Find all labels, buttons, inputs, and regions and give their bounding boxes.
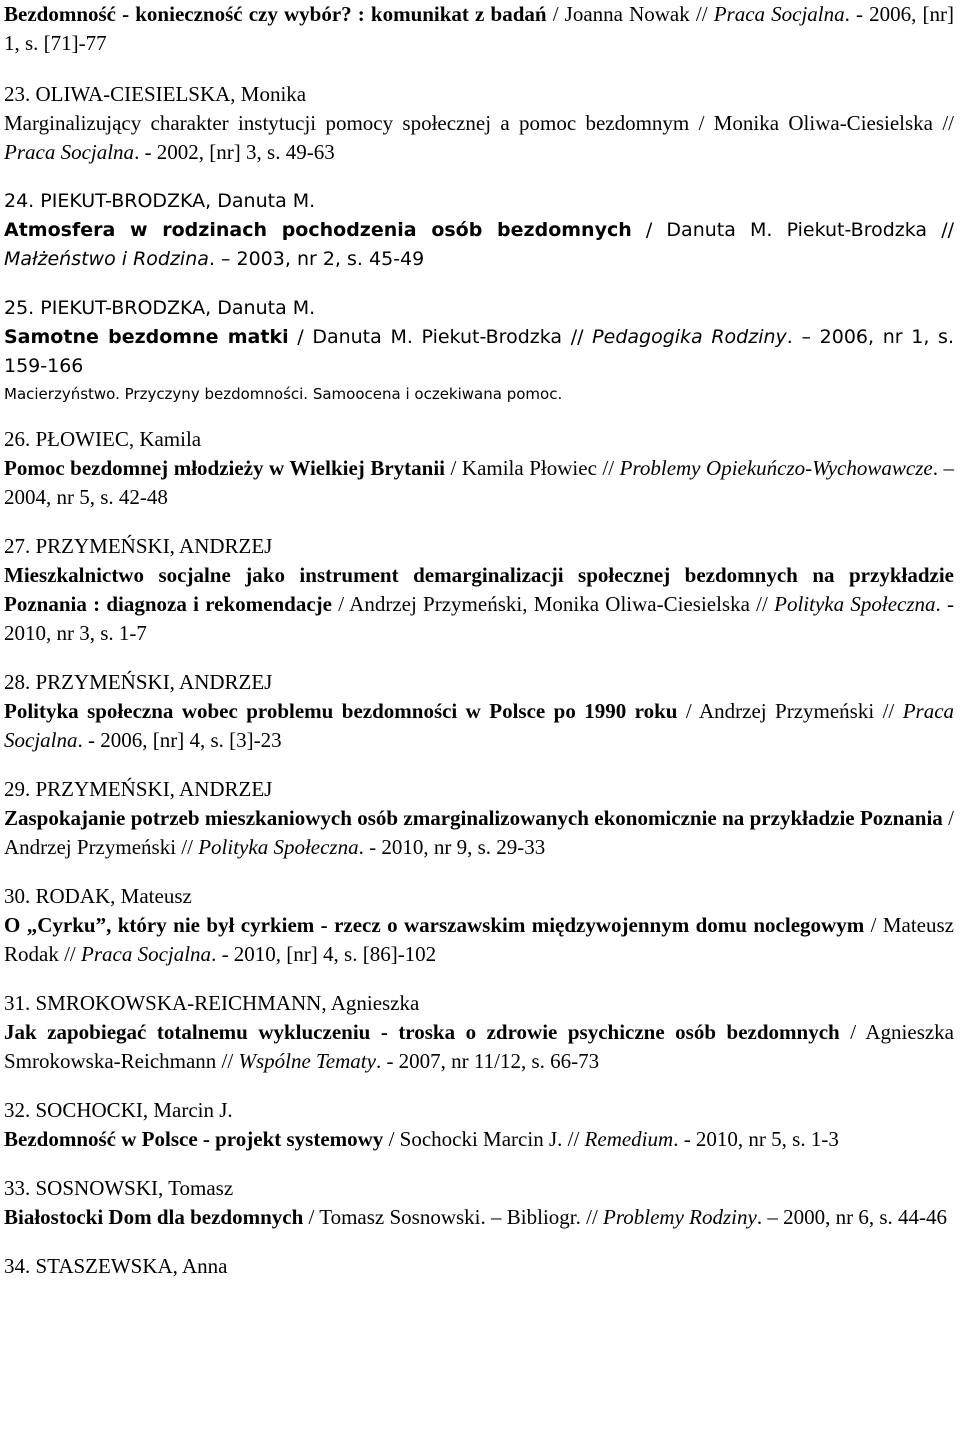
entry-publication-details: . – 2000, nr 6, s. 44-46: [756, 1205, 947, 1229]
bibliography-entry-25: [4, 294, 954, 405]
entry-publication-details: . - 2010, [nr] 4, s. [86]-102: [211, 942, 437, 966]
entry-heading: 23. OLIWA-CIESIELSKA, Monika: [4, 82, 307, 106]
entry-publication-details: . - 2010, nr 5, s. 1-3: [673, 1127, 839, 1151]
entry-title: Mieszkalnictwo socjalne jako instrument demarginalizacji społecznej bezdomnych na przykładzie Poznania : diagnoza i rekomendacje: [4, 563, 954, 616]
bibliography-entry-30: [4, 882, 954, 969]
entry-heading: 30. RODAK, Mateusz: [4, 884, 192, 908]
entry-heading: 28. PRZYMEŃSKI, ANDRZEJ: [4, 670, 273, 694]
entry-journal: Problemy Opiekuńczo-Wychowawcze: [619, 456, 933, 480]
bibliography-entry-27: [4, 532, 954, 648]
entry-heading: 33. SOSNOWSKI, Tomasz: [4, 1176, 234, 1200]
entry-title: Samotne bezdomne matki: [4, 326, 289, 348]
bibliography-entry-33: [4, 1174, 954, 1232]
bibliography-entry-34: [4, 1252, 954, 1281]
entry-author-statement: / Danuta M. Piekut-Brodzka //: [631, 219, 955, 241]
entry-journal: Polityka Społeczna: [774, 592, 936, 616]
entry-subject-headings: Macierzyństwo. Przyczyny bezdomności. Samoocena i oczekiwana pomoc.: [4, 385, 563, 403]
entry-heading: 29. PRZYMEŃSKI, ANDRZEJ: [4, 777, 273, 801]
entry-title: O „Cyrku”, który nie był cyrkiem - rzecz o warszawskim międzywojennym domu noclegowym: [4, 913, 865, 937]
entry-title: Jak zapobiegać totalnemu wykluczeniu - troska o zdrowie psychiczne osób bezdomnych: [4, 1020, 840, 1044]
entry-title: Pomoc bezdomnej młodzieży w Wielkiej Brytanii: [4, 456, 445, 480]
entry-journal: Polityka Społeczna: [198, 835, 359, 859]
entry-publication-details: . - 2006, [nr] 4, s. [3]-23: [77, 728, 282, 752]
entry-publication-details: . - 2006, [nr] 1, s. [71]-77: [4, 2, 955, 55]
bibliography-entry-29: [4, 775, 954, 862]
entry-author-statement: / Andrzej Przymeński, Monika Oliwa-Ciesielska //: [331, 592, 775, 616]
entry-heading: 25. PIEKUT-BRODZKA, Danuta M.: [4, 297, 316, 319]
entry-title: Marginalizujący charakter instytucji pomocy społecznej a pomoc bezdomnym: [4, 111, 690, 135]
entry-publication-details: . – 2003, nr 2, s. 45-49: [208, 248, 425, 270]
entry-heading: 24. PIEKUT-BRODZKA, Danuta M.: [4, 190, 316, 212]
entry-journal: Praca Socjalna: [81, 942, 212, 966]
bibliography-entry-31: [4, 989, 954, 1076]
entry-title: Bezdomność w Polsce - projekt systemowy: [4, 1127, 384, 1151]
entry-title: Białostocki Dom dla bezdomnych: [4, 1205, 304, 1229]
entry-publication-details: . – 2004, nr 5, s. 42-48: [4, 456, 954, 509]
entry-author-statement: / Agnieszka Smrokowska-Reichmann //: [4, 1020, 955, 1073]
entry-journal: Praca Socjalna: [4, 699, 955, 752]
entry-journal: Wspólne Tematy: [238, 1049, 376, 1073]
entry-author-statement: / Monika Oliwa-Ciesielska //: [689, 111, 954, 135]
bibliography-entry-26: [4, 425, 954, 512]
entry-author-statement: / Tomasz Sosnowski. – Bibliogr. //: [303, 1205, 604, 1229]
entry-author-statement: / Andrzej Przymeński //: [677, 699, 903, 723]
entry-title: Bezdomność - konieczność czy wybór? : komunikat z badań: [4, 2, 547, 26]
bibliography-entry-24: [4, 187, 954, 274]
entry-author-statement: / Danuta M. Piekut-Brodzka //: [288, 326, 593, 348]
entry-heading: 27. PRZYMEŃSKI, ANDRZEJ: [4, 534, 273, 558]
bibliography-entry-22: [4, 0, 954, 58]
entry-publication-details: . – 2006, nr 1, s. 159-166: [4, 326, 954, 377]
entry-journal: Praca Socjalna: [713, 2, 845, 26]
entry-author-statement: / Andrzej Przymeński //: [4, 806, 954, 859]
entry-author-statement: / Sochocki Marcin J. //: [383, 1127, 585, 1151]
entry-publication-details: . - 2010, nr 9, s. 29-33: [358, 835, 546, 859]
entry-author-statement: / Joanna Nowak //: [546, 2, 714, 26]
bibliography-entry-28: [4, 668, 954, 755]
entry-heading: 32. SOCHOCKI, Marcin J.: [4, 1098, 233, 1122]
entry-publication-details: . - 2010, nr 3, s. 1-7: [4, 592, 955, 645]
entry-author-statement: / Kamila Płowiec //: [445, 456, 620, 480]
entry-publication-details: . - 2007, nr 11/12, s. 66-73: [375, 1049, 600, 1073]
bibliography-entry-23: [4, 80, 954, 167]
entry-journal: Remedium: [584, 1127, 674, 1151]
entry-heading: 26. PŁOWIEC, Kamila: [4, 427, 202, 451]
entry-journal: Praca Socjalna: [4, 140, 135, 164]
entry-heading: 31. SMROKOWSKA-REICHMANN, Agnieszka: [4, 991, 420, 1015]
entry-author-statement: / Mateusz Rodak //: [4, 913, 954, 966]
entry-heading: 34. STASZEWSKA, Anna: [4, 1254, 228, 1278]
entry-publication-details: . - 2002, [nr] 3, s. 49-63: [134, 140, 335, 164]
entry-journal: Pedagogika Rodziny: [592, 326, 787, 348]
entry-journal: Małżeństwo i Rodzina: [4, 248, 209, 270]
bibliography-entry-32: [4, 1096, 954, 1154]
entry-title: Polityka społeczna wobec problemu bezdomności w Polsce po 1990 roku: [4, 699, 678, 723]
entry-title: Zaspokajanie potrzeb mieszkaniowych osób zmarginalizowanych ekonomicznie na przykładzie Poznania: [4, 806, 943, 830]
entry-title: Atmosfera w rodzinach pochodzenia osób bezdomnych: [4, 219, 632, 241]
entry-journal: Problemy Rodziny: [603, 1205, 757, 1229]
